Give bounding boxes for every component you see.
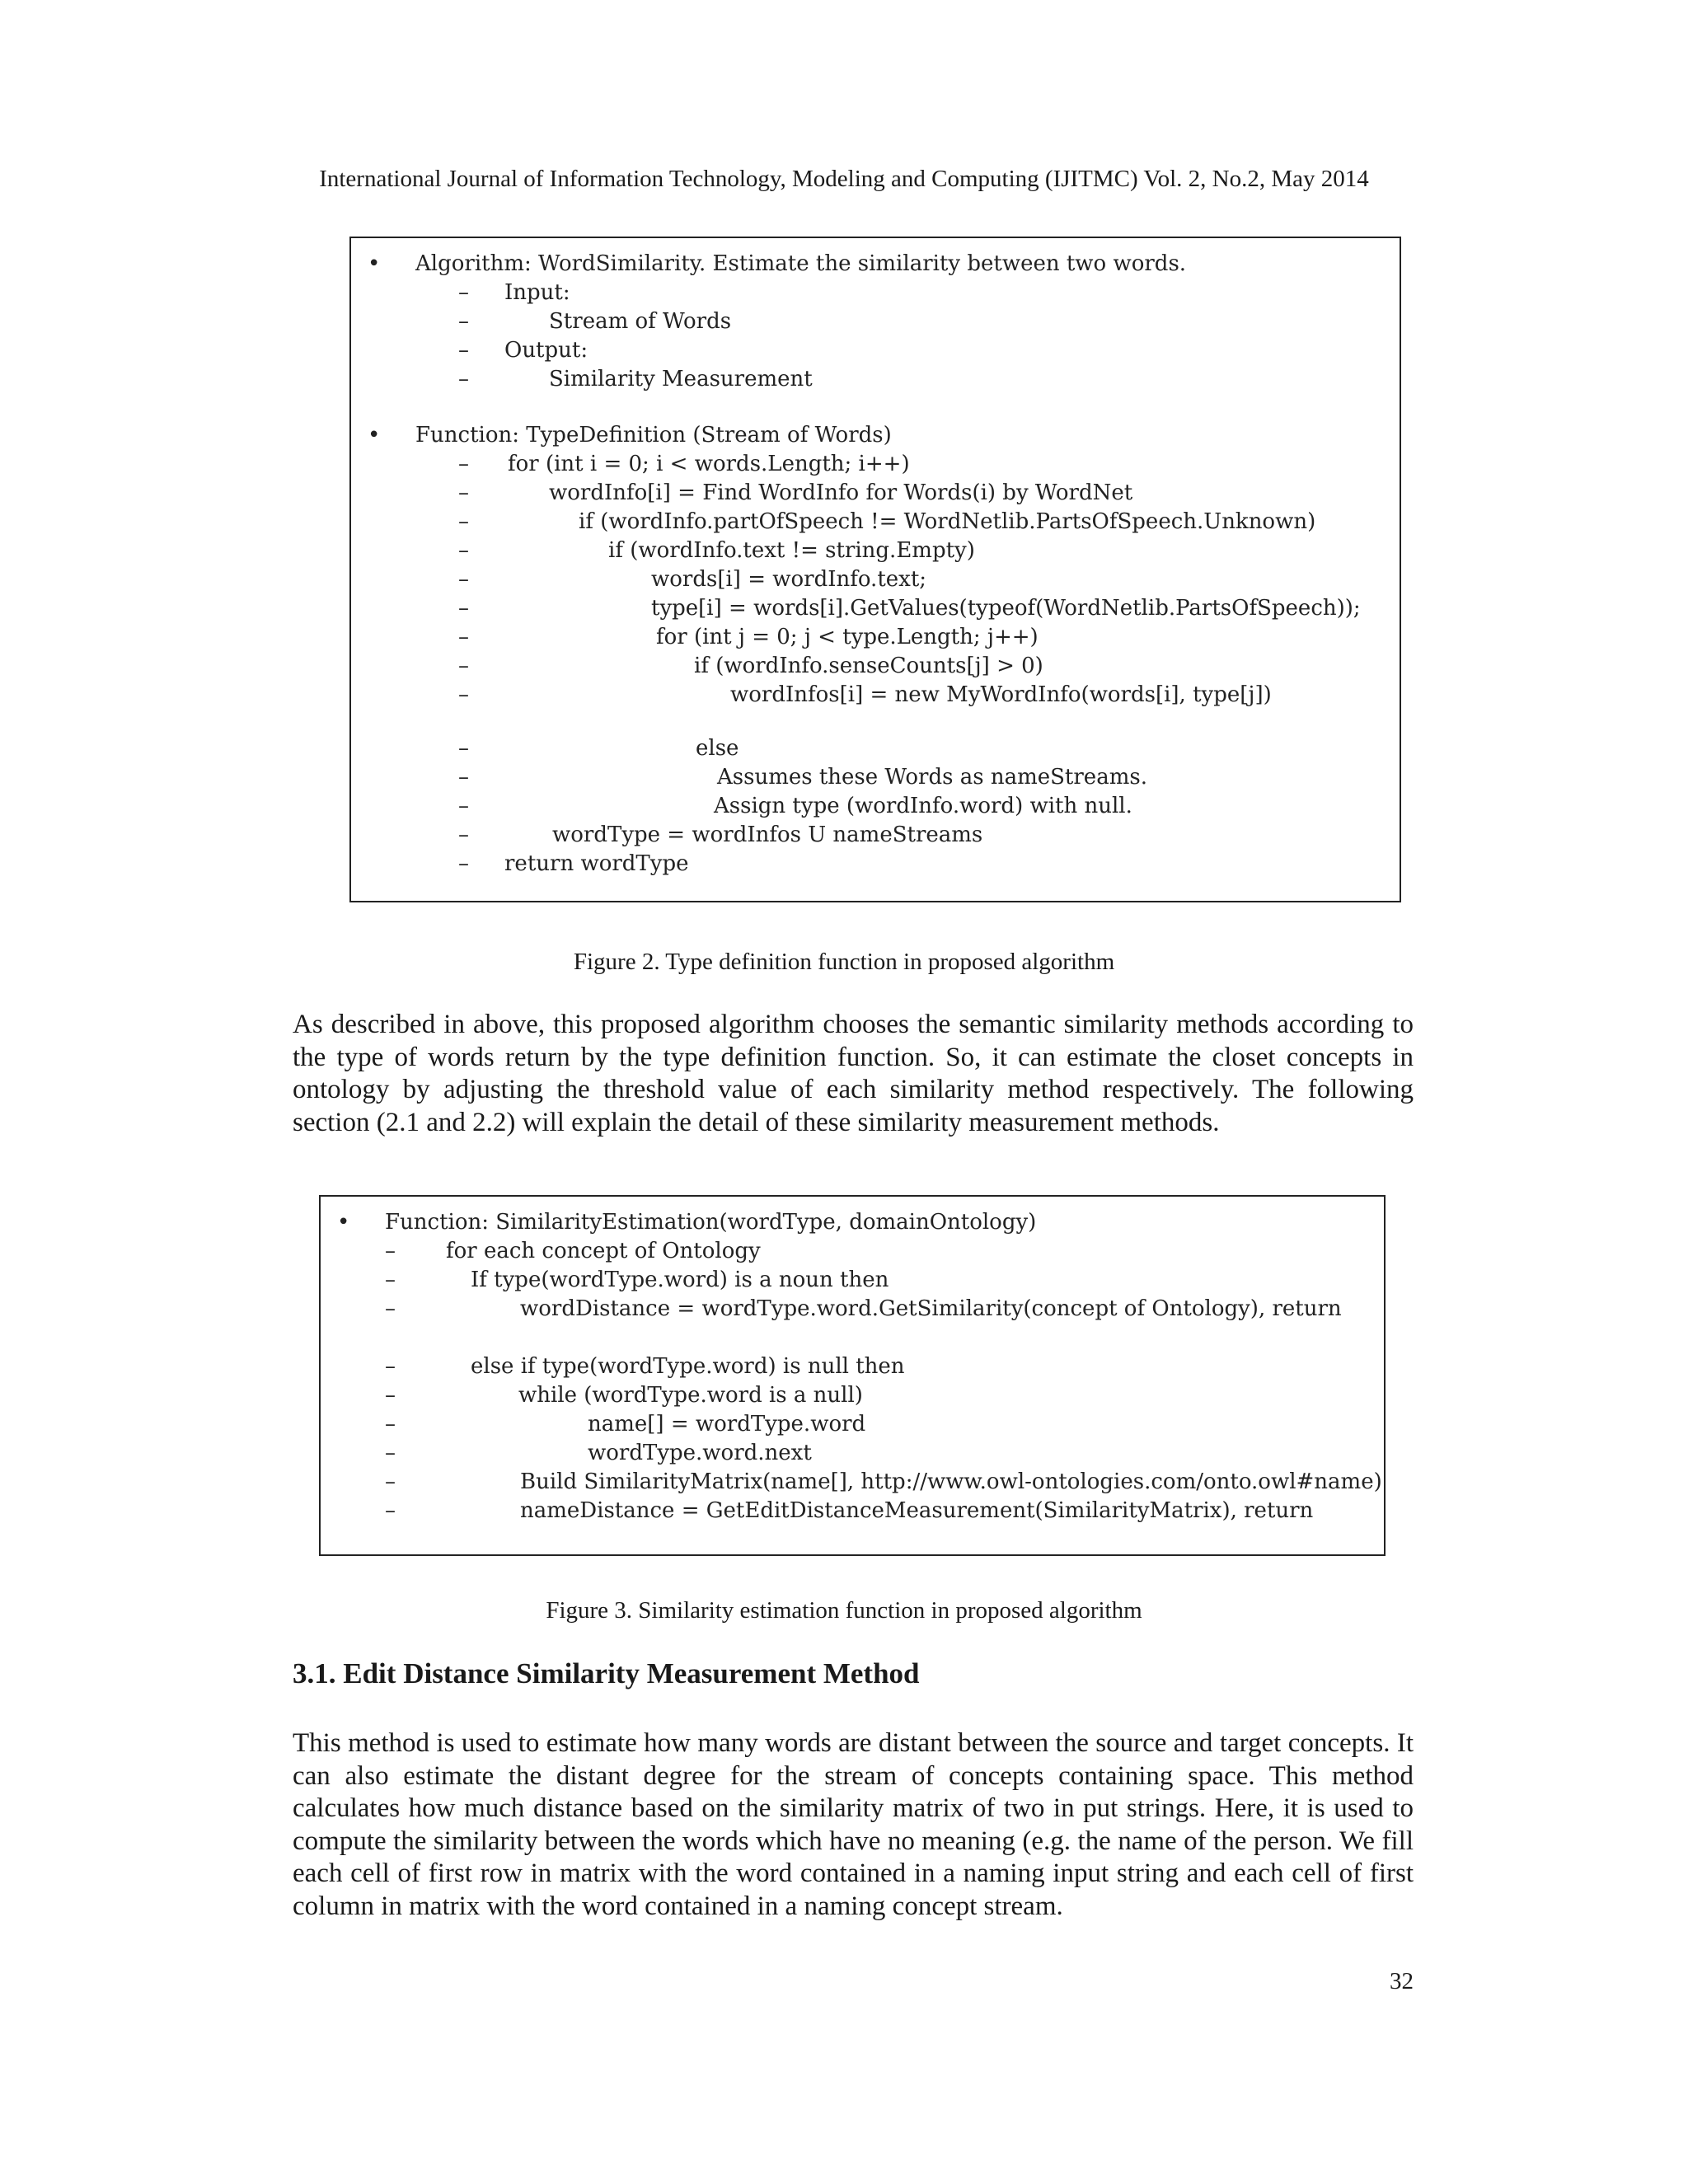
- algorithm-line: [351, 681, 1400, 710]
- algorithm-line: [351, 279, 1400, 307]
- dash-mark: –: [458, 596, 469, 621]
- dash-mark: –: [458, 823, 469, 847]
- dash-mark: –: [385, 1354, 396, 1379]
- algorithm-line: [351, 594, 1400, 623]
- algorithm-text: Algorithm: WordSimilarity. Estimate the similarity between two words.: [415, 251, 1187, 276]
- algorithm-text: for each concept of Ontology: [446, 1239, 761, 1263]
- algorithm-line: [351, 652, 1400, 681]
- algorithm-line: [351, 821, 1400, 850]
- algorithm-line: [351, 421, 1400, 450]
- dash-mark: –: [458, 567, 469, 592]
- page-number: 32: [1390, 1968, 1414, 1994]
- algorithm-text: Function: SimilarityEstimation(wordType, domainOntology): [385, 1210, 1037, 1235]
- algorithm-line: [351, 479, 1400, 508]
- algorithm-text: Stream of Words: [549, 309, 732, 334]
- algorithm-text: wordInfo[i] = Find WordInfo for Words(i) by WordNet: [549, 480, 1133, 505]
- section-heading: 3.1. Edit Distance Similarity Measurement Method: [293, 1657, 920, 1690]
- algorithm-text: for (int j = 0; j < type.Length; j++): [656, 625, 1039, 649]
- dash-mark: –: [458, 538, 469, 563]
- algorithm-line: [351, 792, 1400, 821]
- bullet-mark: •: [337, 1210, 350, 1235]
- algorithm-line: [321, 1352, 1384, 1381]
- algorithm-line: [351, 850, 1400, 879]
- algorithm-line: [321, 1497, 1384, 1526]
- algorithm-text: Assign type (wordInfo.word) with null.: [714, 794, 1132, 818]
- algorithm-text: for (int i = 0; i < words.Length; i++): [508, 452, 910, 476]
- journal-header: International Journal of Information Technology, Modeling and Computing (IJITMC) Vol. 2, No.2, May 2014: [319, 166, 1369, 192]
- algorithm-text: Output:: [504, 338, 588, 363]
- algorithm-text: name[] = wordType.word: [588, 1412, 866, 1436]
- algorithm-line: [321, 1237, 1384, 1266]
- algorithm-line: [321, 1266, 1384, 1295]
- algorithm-text: If type(wordType.word) is a noun then: [471, 1268, 889, 1292]
- algorithm-line: [351, 565, 1400, 594]
- dash-mark: –: [458, 625, 469, 649]
- dash-mark: –: [385, 1268, 396, 1292]
- algorithm-line: [351, 450, 1400, 479]
- figure-3-caption: Figure 3. Similarity estimation function in proposed algorithm: [546, 1597, 1142, 1624]
- algorithm-text: return wordType: [504, 851, 689, 876]
- dash-mark: –: [385, 1412, 396, 1436]
- dash-mark: –: [458, 736, 469, 761]
- dash-mark: –: [458, 654, 469, 678]
- algorithm-line: [351, 250, 1400, 279]
- algorithm-text: Assumes these Words as nameStreams.: [717, 765, 1147, 790]
- algorithm-line: [351, 734, 1400, 763]
- bullet-mark: •: [368, 251, 381, 276]
- dash-mark: –: [458, 509, 469, 534]
- algorithm-text: while (wordType.word is a null): [518, 1383, 863, 1408]
- dash-mark: –: [458, 367, 469, 391]
- dash-mark: –: [458, 794, 469, 818]
- bullet-mark: •: [368, 423, 381, 448]
- dash-mark: –: [458, 452, 469, 476]
- dash-mark: –: [385, 1441, 396, 1465]
- algorithm-line: [321, 1410, 1384, 1439]
- figure-2-caption: Figure 2. Type definition function in proposed algorithm: [573, 949, 1115, 975]
- algorithm-line: [351, 307, 1400, 336]
- dash-mark: –: [458, 765, 469, 790]
- algorithm-text: Similarity Measurement: [549, 367, 813, 391]
- algorithm-line: [351, 537, 1400, 565]
- algorithm-text: Build SimilarityMatrix(name[], http://www.owl-ontologies.com/onto.owl#name): [520, 1469, 1382, 1494]
- algorithm-text: type[i] = words[i].GetValues(typeof(WordNetlib.PartsOfSpeech));: [651, 596, 1361, 621]
- algorithm-line: [321, 1439, 1384, 1468]
- algorithm-text: wordType = wordInfos U nameStreams: [552, 823, 983, 847]
- dash-mark: –: [458, 309, 469, 334]
- algorithm-text: words[i] = wordInfo.text;: [651, 567, 927, 592]
- body-paragraph: This method is used to estimate how many words are distant between the source and target concepts. It can also estimate the distant degree for the stream of concepts containing space. This method calculates how much distance based on the similarity matrix of two in put strings. Here, it is used to compute the similarity between the words which have no meaning (e.g. the name of the person. We fill each cell of first row in matrix with the word contained in a naming input string and each cell of first column in matrix with the word contained in a naming concept stream.: [293, 1728, 1414, 1921]
- algorithm-line: [351, 365, 1400, 394]
- algorithm-text: else: [696, 736, 739, 761]
- dash-mark: –: [458, 851, 469, 876]
- algorithm-text: if (wordInfo.partOfSpeech != WordNetlib.PartsOfSpeech.Unknown): [579, 509, 1316, 534]
- algorithm-line: [351, 508, 1400, 537]
- body-paragraph: As described in above, this proposed algorithm chooses the semantic similarity methods according to the type of words return by the type definition function. So, it can estimate the closet concepts in ontology by adjusting the threshold value of each similarity method respectively. The following section (2.1 and 2.2) will explain the detail of these similarity measurement methods.: [293, 1010, 1414, 1137]
- dash-mark: –: [458, 682, 469, 707]
- figure-3-algorithm-box: [319, 1195, 1386, 1556]
- algorithm-text: wordInfos[i] = new MyWordInfo(words[i], type[j]): [730, 682, 1272, 707]
- algorithm-text: Function: TypeDefinition (Stream of Words): [415, 423, 892, 448]
- algorithm-line: [321, 1468, 1384, 1497]
- algorithm-text: else if type(wordType.word) is null then: [471, 1354, 905, 1379]
- algorithm-line: [321, 1208, 1384, 1237]
- algorithm-text: nameDistance = GetEditDistanceMeasurement(SimilarityMatrix), return: [520, 1498, 1314, 1523]
- dash-mark: –: [385, 1239, 396, 1263]
- algorithm-line: [321, 1295, 1384, 1324]
- algorithm-text: if (wordInfo.text != string.Empty): [608, 538, 975, 563]
- dash-mark: –: [385, 1383, 396, 1408]
- algorithm-text: Input:: [504, 280, 570, 305]
- algorithm-line: [351, 623, 1400, 652]
- algorithm-text: wordDistance = wordType.word.GetSimilarity(concept of Ontology), return: [520, 1296, 1342, 1321]
- algorithm-line: [321, 1381, 1384, 1410]
- figure-2-algorithm-box: [349, 237, 1401, 902]
- dash-mark: –: [458, 280, 469, 305]
- dash-mark: –: [385, 1498, 396, 1523]
- dash-mark: –: [458, 480, 469, 505]
- dash-mark: –: [458, 338, 469, 363]
- dash-mark: –: [385, 1296, 396, 1321]
- algorithm-line: [351, 336, 1400, 365]
- dash-mark: –: [385, 1469, 396, 1494]
- algorithm-text: wordType.word.next: [588, 1441, 812, 1465]
- algorithm-text: if (wordInfo.senseCounts[j] > 0): [694, 654, 1043, 678]
- algorithm-line: [351, 763, 1400, 792]
